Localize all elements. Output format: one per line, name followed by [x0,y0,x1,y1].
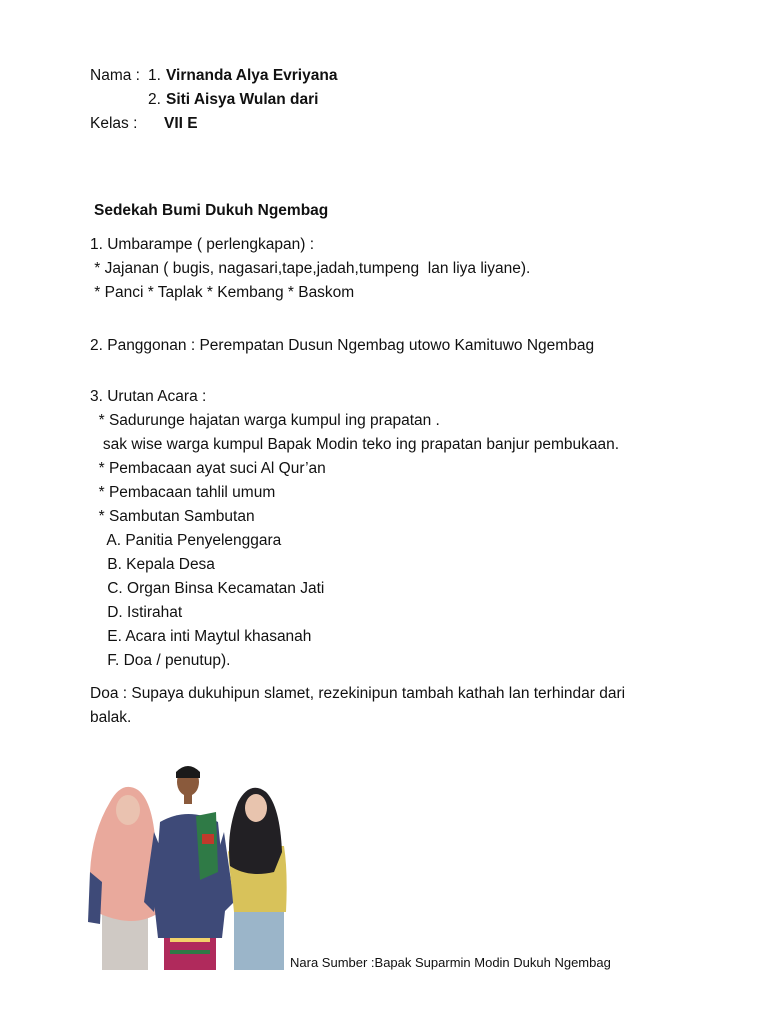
section3-line: * Pembacaan tahlil umum [90,484,276,501]
section3-line: * Pembacaan ayat suci Al Qur’an [90,460,326,477]
section3-line: * Sadurunge hajatan warga kumpul ing prapatan . [90,412,440,429]
section1-line: * Jajanan ( bugis, nagasari,tape,jadah,tumpeng lan liya liyane). [90,260,531,277]
section3-line: sak wise warga kumpul Bapak Modin teko ing prapatan banjur pembukaan. [90,436,620,453]
section2-text: 2. Panggonan : Perempatan Dusun Ngembag utowo Kamituwo Ngembag [90,337,595,354]
photo-caption: Nara Sumber :Bapak Suparmin Modin Dukuh Ngembag [290,955,611,970]
member1-name: Virnanda Alya Evriyana [166,67,338,84]
section1-heading: 1. Umbarampe ( perlengkapan) : [90,236,315,253]
section3-line: D. Istirahat [90,604,183,621]
section3-line: F. Doa / penutup). [90,652,231,669]
woman-right-figure [228,788,287,970]
doa-line: balak. [90,709,132,726]
interview-photo [88,762,288,970]
section3-line: B. Kepala Desa [90,556,215,573]
kelas-label: Kelas : [90,115,138,132]
kelas-value: VII E [164,115,198,132]
section3-line: C. Organ Binsa Kecamatan Jati [90,580,325,597]
member2-number: 2. [148,91,161,108]
man-center-figure [144,766,234,970]
section3-line: A. Panitia Penyelenggara [90,532,282,549]
member2-name: Siti Aisya Wulan dari [166,91,319,108]
section3-line: * Sambutan Sambutan [90,508,255,525]
section3-heading: 3. Urutan Acara : [90,388,207,405]
doa-line: Doa : Supaya dukuhipun slamet, rezekinipun tambah kathah lan terhindar dari [90,685,626,702]
member1-number: 1. [148,67,161,84]
nama-label: Nama : [90,67,140,84]
section3-line: E. Acara inti Maytul khasanah [90,628,312,645]
document-title: Sedekah Bumi Dukuh Ngembag [94,202,329,219]
section1-line: * Panci * Taplak * Kembang * Baskom [90,284,355,301]
